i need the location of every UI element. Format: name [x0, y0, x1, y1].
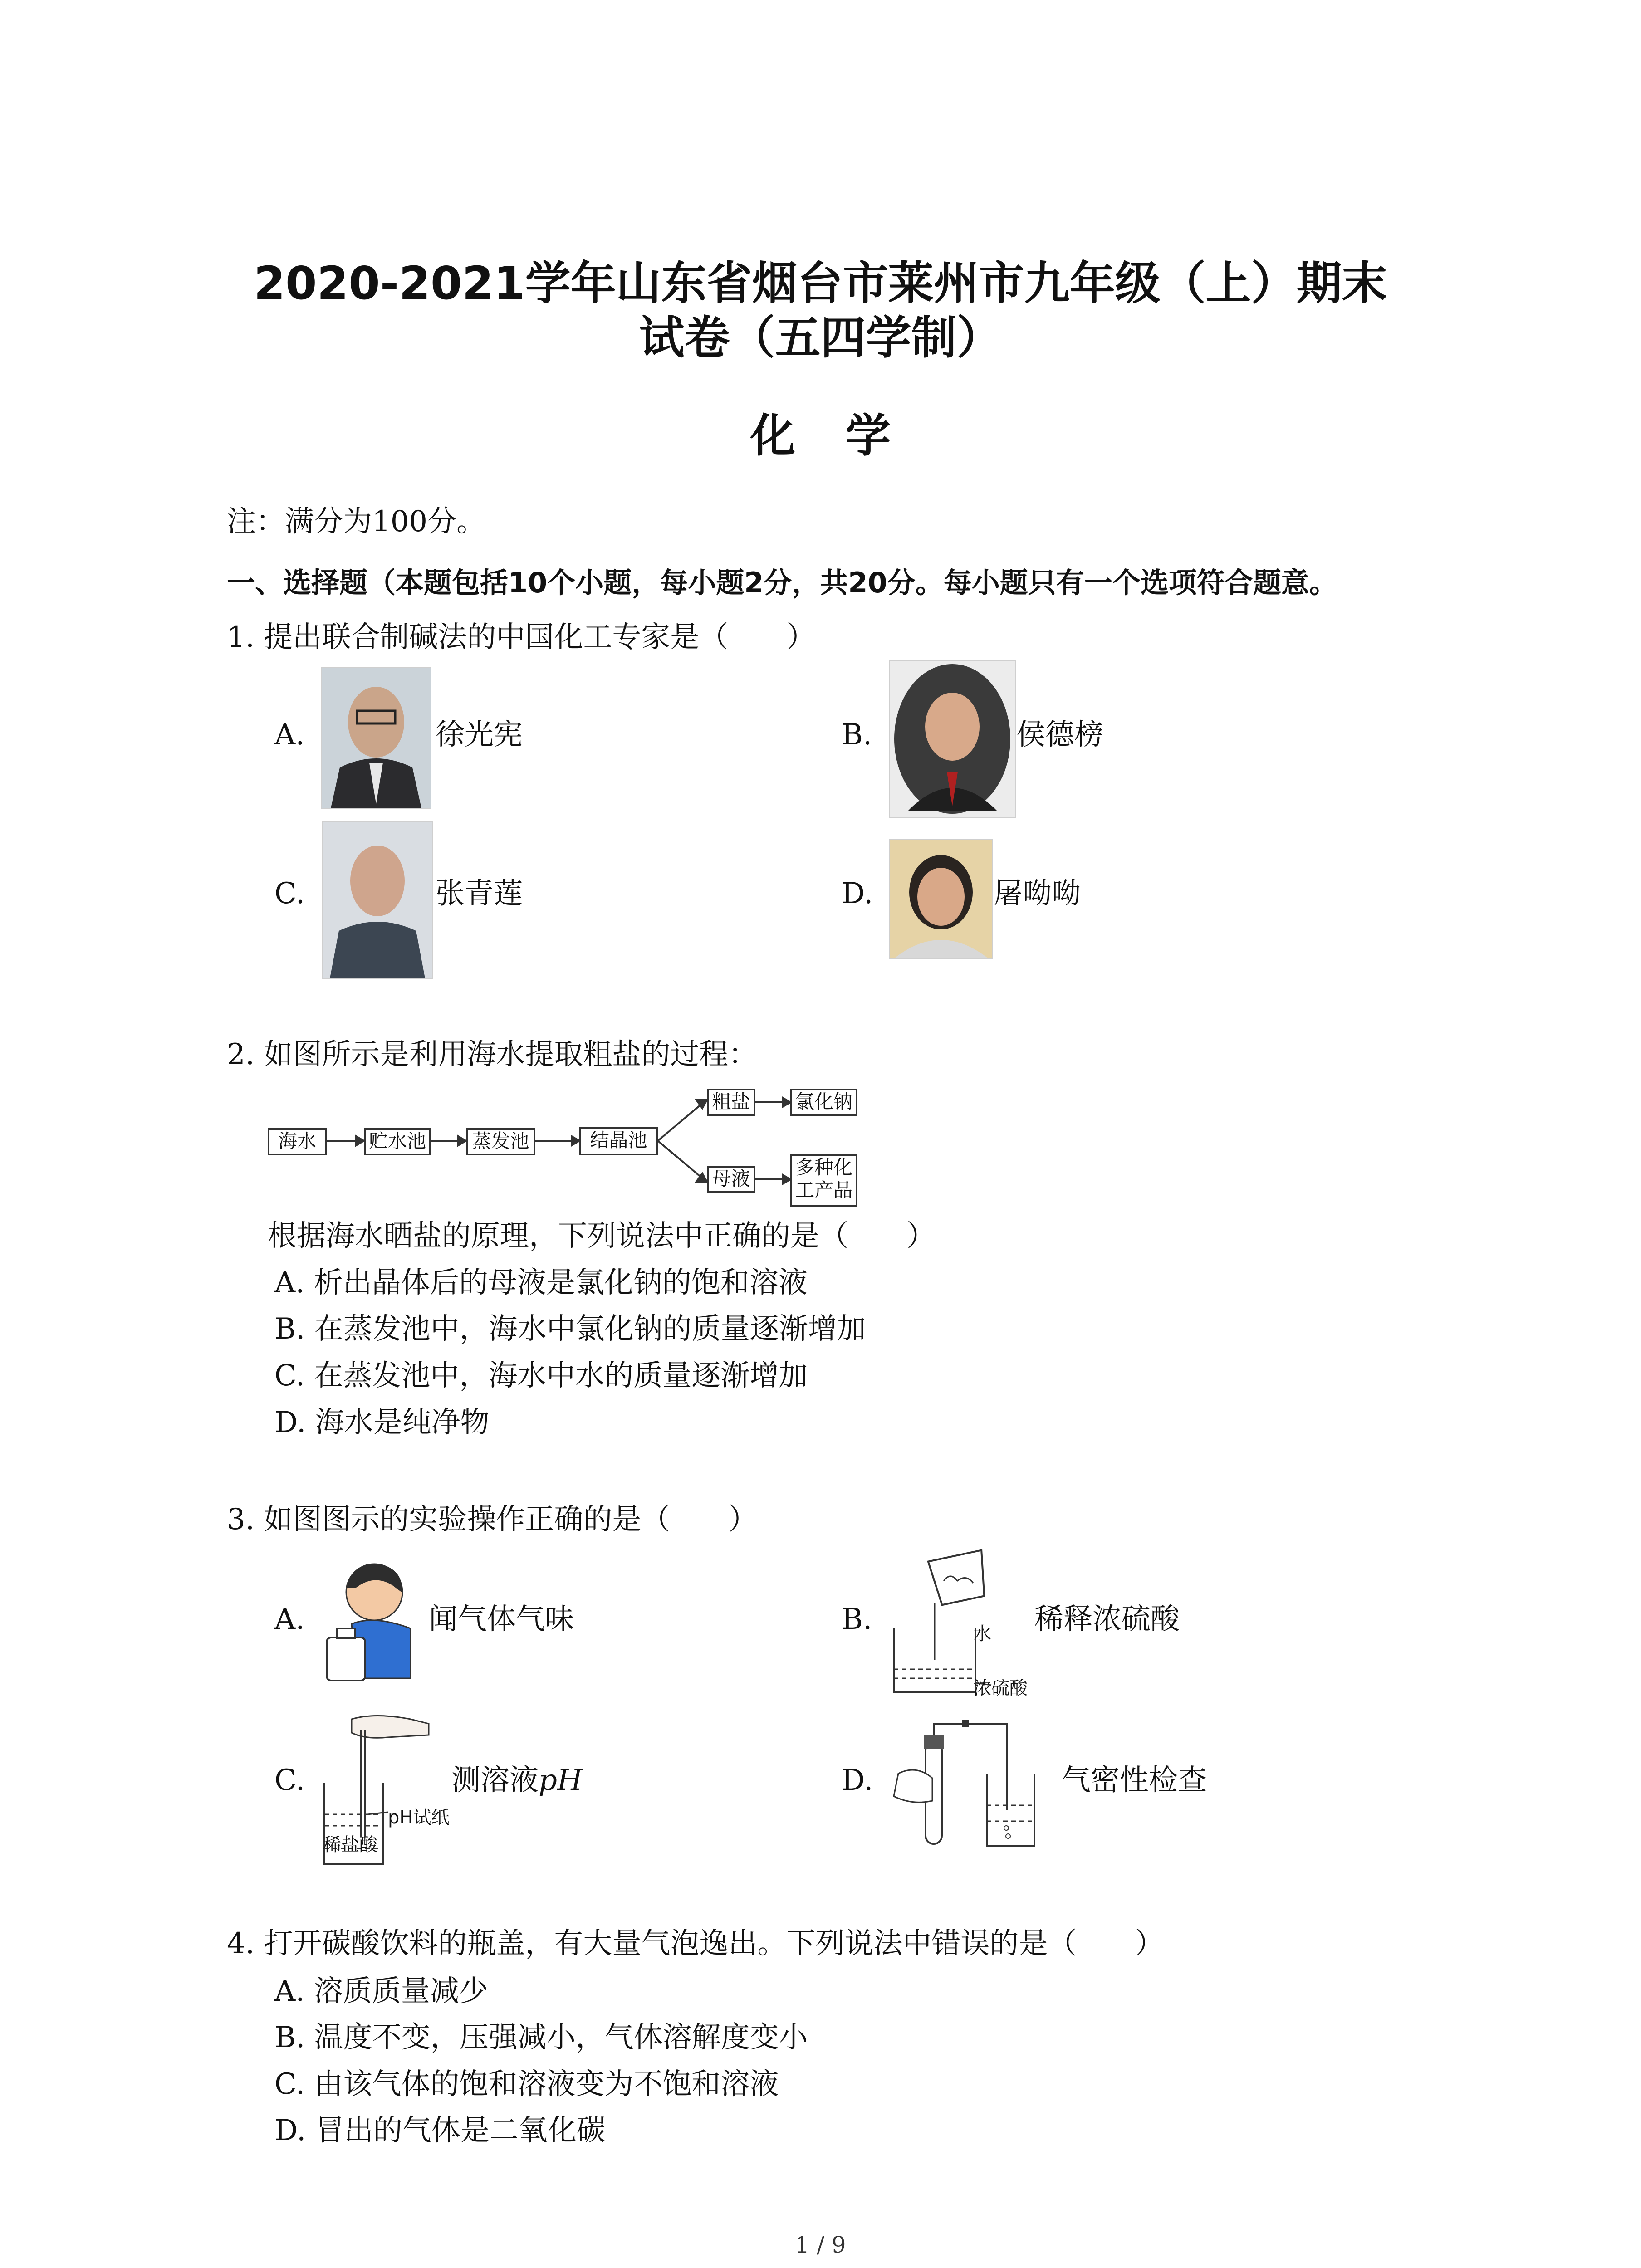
q1-option-d-letter: D.: [842, 877, 873, 910]
label-ph-paper: pH试纸: [388, 1807, 450, 1828]
products-line-2: 工产品: [795, 1179, 852, 1201]
q2-option-c: C. 在蒸发池中，海水中水的质量逐渐增加: [274, 1359, 808, 1393]
label-water: 水: [973, 1623, 991, 1644]
flow-box-mother-liquor: 母液: [707, 1166, 755, 1193]
smell-gas-illustration: [320, 1560, 420, 1685]
q1-option-c-text: 张青莲: [436, 877, 523, 910]
q3-option-c-text-ph: pH: [539, 1764, 583, 1797]
q3-option-a-text: 闻气体气味: [429, 1603, 574, 1636]
label-concentrated-sulfuric-acid: 浓硫酸: [973, 1678, 1028, 1699]
flow-box-seawater: 海水: [268, 1128, 327, 1155]
question-2-stem: 2. 如图所示是利用海水提取粗盐的过程：: [227, 1038, 758, 1071]
seawater-flow-diagram: [268, 1077, 876, 1209]
q2-option-b: B. 在蒸发池中，海水中氯化钠的质量逐渐增加: [274, 1312, 866, 1346]
q1-option-d-text: 屠呦呦: [994, 877, 1081, 910]
title-line-1: 2020-2021学年山东省烟台市莱州市九年级（上）期末: [254, 257, 1387, 310]
products-line-1: 多种化: [795, 1156, 852, 1178]
portrait-xu-guangxian: [321, 667, 431, 809]
subject-title: 化学: [750, 409, 941, 462]
q2-option-a: A. 析出晶体后的母液是氯化钠的饱和溶液: [274, 1266, 808, 1300]
q1-option-c-letter: C.: [274, 877, 305, 910]
flow-box-crystallization-pool: 结晶池: [579, 1127, 658, 1155]
q3-option-c-text-main: 测溶液: [451, 1764, 539, 1797]
q3-option-b-text: 稀释浓硫酸: [1034, 1603, 1180, 1636]
q4-option-b: B. 温度不变，压强减小，气体溶解度变小: [274, 2021, 808, 2054]
title-line-2: 试卷（五四学制）: [639, 311, 1002, 364]
flow-box-chemical-products: [790, 1154, 857, 1207]
q3-option-a-letter: A.: [274, 1603, 305, 1636]
q3-option-b-letter: B.: [842, 1603, 872, 1636]
q4-option-a: A. 溶质质量减少: [274, 1975, 488, 2008]
q4-option-c: C. 由该气体的饱和溶液变为不饱和溶液: [274, 2068, 779, 2101]
q2-option-d: D. 海水是纯净物: [274, 1406, 490, 1439]
page-number: 1 / 9: [795, 2232, 846, 2258]
q3-option-c-text: [451, 1762, 583, 1799]
question-1-stem: 1. 提出联合制碱法的中国化工专家是（ ）: [227, 621, 816, 654]
airtightness-check-illustration: [889, 1715, 1057, 1855]
flow-box-crude-salt: 粗盐: [707, 1089, 755, 1116]
portrait-tu-youyou: [889, 839, 993, 959]
q1-option-a-letter: A.: [274, 718, 305, 752]
label-dilute-hydrochloric-acid: 稀盐酸: [323, 1834, 377, 1855]
q4-option-d: D. 冒出的气体是二氧化碳: [274, 2114, 606, 2147]
q1-option-b-letter: B.: [842, 718, 872, 752]
q3-option-d-text: 气密性检查: [1062, 1764, 1207, 1797]
q1-option-b-text: 侯德榜: [1016, 718, 1103, 752]
q3-option-c-letter: C.: [274, 1764, 305, 1797]
flow-box-sodium-chloride: 氯化钠: [790, 1089, 857, 1116]
question-4-stem: 4. 打开碳酸饮料的瓶盖，有大量气泡逸出。下列说法中错误的是（ ）: [227, 1927, 1164, 1960]
portrait-hou-debang: [889, 660, 1016, 818]
flow-box-evaporation-pool: 蒸发池: [466, 1128, 535, 1155]
q3-option-d-letter: D.: [842, 1764, 873, 1797]
flow-arrows: [268, 1077, 876, 1209]
q1-option-a-text: 徐光宪: [436, 718, 523, 752]
score-note: 注：满分为100分。: [227, 505, 486, 538]
question-3-stem: 3. 如图图示的实验操作正确的是（ ）: [227, 1503, 758, 1536]
section-heading: 一、选择题（本题包括10个小题，每小题2分，共20分。每小题只有一个选项符合题意。: [227, 566, 1337, 599]
portrait-zhang-qinglian: [322, 821, 433, 979]
question-2-prompt: 根据海水晒盐的原理，下列说法中正确的是（ ）: [268, 1219, 936, 1253]
flow-box-storage-pool: 贮水池: [364, 1128, 431, 1155]
